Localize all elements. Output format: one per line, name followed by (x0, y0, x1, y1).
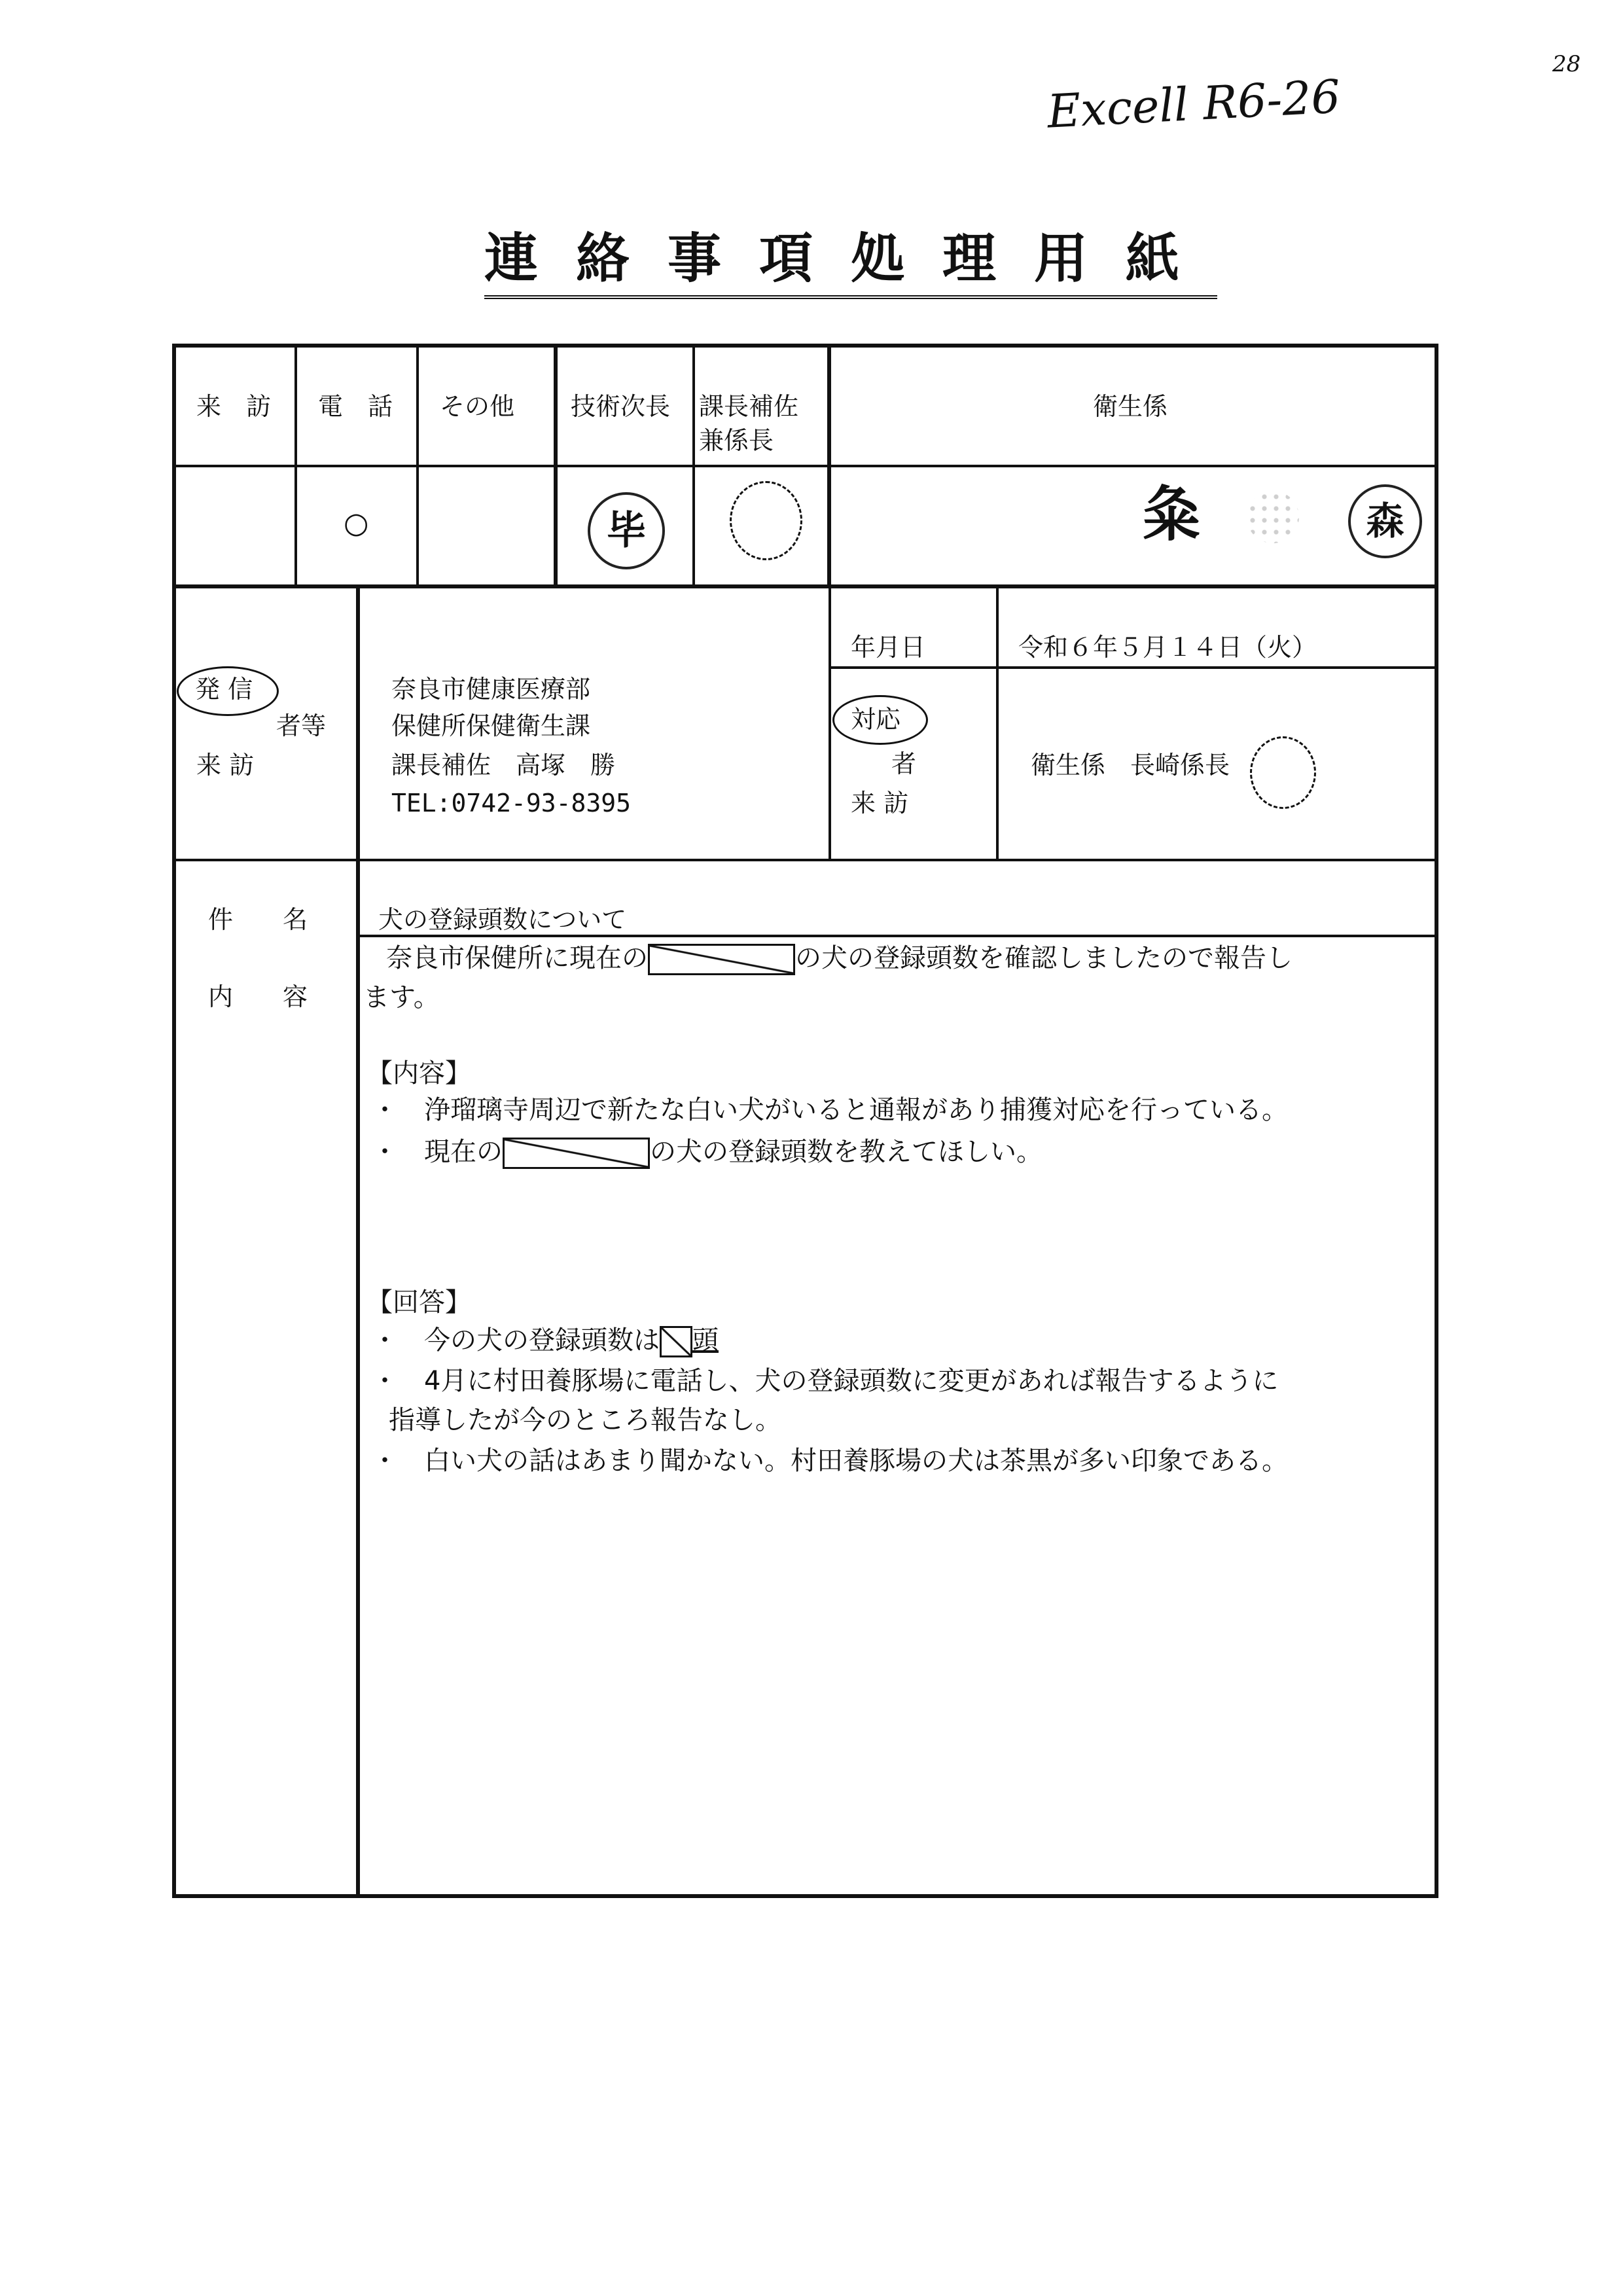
section2-title: 【回答】 (366, 1287, 471, 1318)
handwritten-note: Excell R6-26 (1046, 69, 1342, 139)
page-number: 28 (1552, 51, 1581, 77)
date-value: 令和６年５月１４日（火） (1018, 633, 1317, 662)
section1-title: 【内容】 (366, 1058, 471, 1088)
subject-label: 件 名 (208, 905, 308, 934)
responder-seal-circle (1250, 736, 1316, 809)
header-visit: 来 訪 (196, 392, 272, 421)
intro-line-2: ます。 (363, 982, 440, 1013)
header-assistant-manager-1: 課長補佐 (699, 392, 799, 421)
header-phone: 電 話 (318, 392, 393, 421)
section2-item-1: ・ 今の犬の登録頭数は 頭 (372, 1321, 719, 1360)
hygiene-seal-2-faint (1247, 491, 1299, 543)
empty-seal-circle (730, 481, 802, 560)
sender-person: 課長補佐 高塚 勝 (391, 751, 616, 780)
section2-item-3: ・ 白い犬の話はあまり聞かない。村田養豚場の犬は茶黒が多い印象である。 (372, 1446, 1288, 1476)
redaction-box (660, 1326, 692, 1357)
redaction-box (648, 944, 795, 975)
header-tech-deputy: 技術次長 (571, 392, 671, 421)
section1-item-1: ・ 浄瑠璃寺周辺で新たな白い犬がいると通報があり捕獲対応を行っている。 (372, 1095, 1288, 1125)
tech-deputy-seal: 毕 (588, 492, 665, 569)
redaction-box (503, 1138, 650, 1169)
phone-circle-mark: ○ (344, 507, 369, 540)
responder-value: 衛生係 長崎係長 (1031, 751, 1230, 780)
responder-label-2: 者 (891, 749, 917, 778)
subject-value: 犬の登録頭数について (378, 905, 627, 934)
sender-org: 奈良市健康医療部 (391, 675, 591, 704)
header-hygiene: 衛生係 (1093, 392, 1168, 421)
header-other: その他 (440, 392, 515, 421)
hygiene-seal-1: 粂 (1142, 480, 1201, 549)
page-title: 連絡事項処理用紙 (484, 232, 1217, 299)
sender-label: 発 信 (195, 675, 253, 704)
responder-label: 対応 (851, 705, 901, 734)
sender-tel: TEL:0742-93-8395 (391, 789, 632, 817)
header-assistant-manager-2: 兼係長 (699, 426, 774, 455)
content-label: 内 容 (208, 982, 308, 1011)
section1-item-2: ・ 現在の の犬の登録頭数を教えてほしい。 (372, 1132, 1043, 1172)
section2-item-2: ・ 4月に村田養豚場に電話し、犬の登録頭数に変更があれば報告するように (372, 1366, 1279, 1396)
date-label: 年月日 (851, 633, 926, 662)
sender-department: 保健所保健衛生課 (391, 711, 591, 740)
responder-label-3: 来 訪 (851, 789, 909, 817)
hygiene-seal-3: 森 (1348, 484, 1422, 558)
sender-label-3: 来 訪 (196, 751, 255, 780)
sender-label-2: 者等 (276, 711, 327, 740)
intro-line-1: 奈良市保健所に現在の の犬の登録頭数を確認しましたので報告し (386, 939, 1293, 978)
section2-item-2-cont: 指導したが今のところ報告なし。 (389, 1405, 781, 1435)
